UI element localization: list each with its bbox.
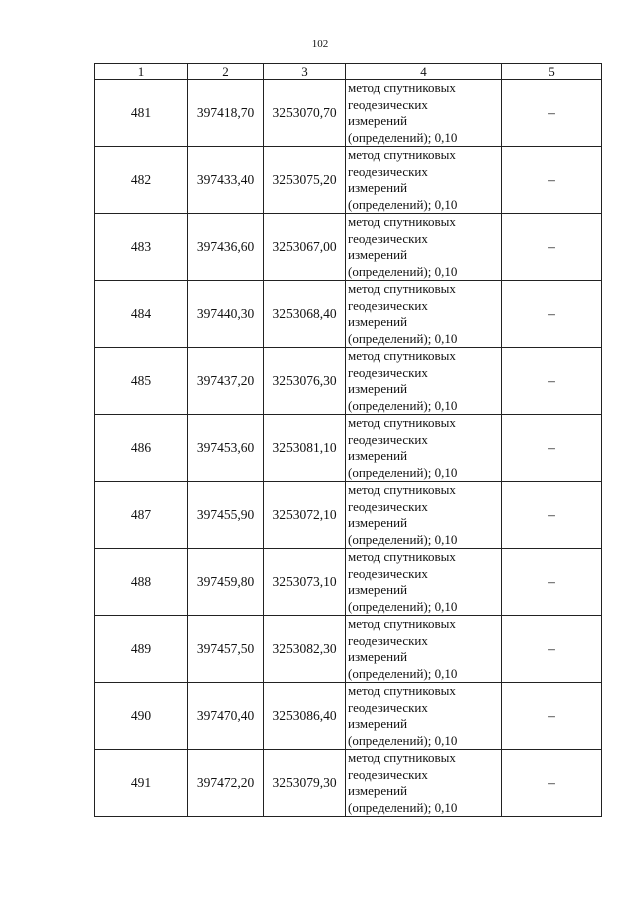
table-row	[95, 281, 602, 348]
method-line: (определений); 0,10	[348, 464, 458, 480]
point-number-cell: 490	[95, 683, 188, 750]
method-line: геодезических	[348, 431, 428, 447]
method-line: измерений	[348, 180, 408, 195]
column-header-2: 2	[188, 64, 264, 80]
method-line: метод спутниковых	[348, 750, 456, 765]
method-line: метод спутниковых	[348, 415, 456, 430]
method-line: метод спутниковых	[348, 214, 456, 229]
point-number-cell: 486	[95, 415, 188, 482]
note-cell: –	[502, 482, 602, 549]
method-line: геодезических	[348, 766, 428, 782]
point-number-cell: 487	[95, 482, 188, 549]
y-coordinate-cell: 3253073,10	[264, 549, 346, 616]
method-line: (определений); 0,10	[348, 397, 458, 413]
x-coordinate-cell: 397440,30	[188, 281, 264, 348]
coordinates-table	[94, 63, 602, 817]
method-cell	[346, 683, 502, 750]
method-line: измерений	[348, 582, 408, 597]
note-cell: –	[502, 750, 602, 817]
method-line: (определений); 0,10	[348, 129, 458, 145]
method-line: измерений	[348, 783, 408, 798]
method-line: метод спутниковых	[348, 348, 456, 363]
note-cell: –	[502, 683, 602, 750]
method-line: (определений); 0,10	[348, 665, 458, 681]
method-line: измерений	[348, 381, 408, 396]
method-line: измерений	[348, 247, 408, 262]
method-line: геодезических	[348, 565, 428, 581]
note-cell: –	[502, 147, 602, 214]
method-line: геодезических	[348, 699, 428, 715]
y-coordinate-cell: 3253070,70	[264, 80, 346, 147]
method-line: геодезических	[348, 163, 428, 179]
method-line: измерений	[348, 716, 408, 731]
table-row	[95, 482, 602, 549]
page-number: 102	[311, 38, 329, 50]
y-coordinate-cell: 3253079,30	[264, 750, 346, 817]
note-cell: –	[502, 549, 602, 616]
table-row	[95, 147, 602, 214]
method-line: (определений); 0,10	[348, 598, 458, 614]
method-line: (определений); 0,10	[348, 263, 458, 279]
column-header-1: 1	[95, 64, 188, 80]
x-coordinate-cell: 397418,70	[188, 80, 264, 147]
method-line: метод спутниковых	[348, 281, 456, 296]
table-row	[95, 415, 602, 482]
table-header-row	[95, 64, 602, 80]
point-number-cell: 484	[95, 281, 188, 348]
table-row	[95, 549, 602, 616]
table-row	[95, 683, 602, 750]
method-line: метод спутниковых	[348, 482, 456, 497]
table-body	[95, 80, 602, 817]
method-cell	[346, 281, 502, 348]
note-cell: –	[502, 616, 602, 683]
point-number-cell: 483	[95, 214, 188, 281]
method-cell	[346, 147, 502, 214]
point-number-cell: 491	[95, 750, 188, 817]
point-number-cell: 481	[95, 80, 188, 147]
x-coordinate-cell: 397436,60	[188, 214, 264, 281]
method-line: геодезических	[348, 632, 428, 648]
column-header-4: 4	[346, 64, 502, 80]
method-line: метод спутниковых	[348, 80, 456, 95]
method-line: геодезических	[348, 96, 428, 112]
x-coordinate-cell: 397433,40	[188, 147, 264, 214]
x-coordinate-cell: 397437,20	[188, 348, 264, 415]
method-cell	[346, 549, 502, 616]
method-cell	[346, 616, 502, 683]
note-cell: –	[502, 348, 602, 415]
column-header-3: 3	[264, 64, 346, 80]
method-line: измерений	[348, 448, 408, 463]
y-coordinate-cell: 3253086,40	[264, 683, 346, 750]
column-header-5: 5	[502, 64, 602, 80]
method-line: (определений); 0,10	[348, 330, 458, 346]
method-line: геодезических	[348, 498, 428, 514]
point-number-cell: 485	[95, 348, 188, 415]
y-coordinate-cell: 3253081,10	[264, 415, 346, 482]
method-line: метод спутниковых	[348, 616, 456, 631]
point-number-cell: 488	[95, 549, 188, 616]
x-coordinate-cell: 397457,50	[188, 616, 264, 683]
x-coordinate-cell: 397453,60	[188, 415, 264, 482]
x-coordinate-cell: 397470,40	[188, 683, 264, 750]
method-line: измерений	[348, 113, 408, 128]
table-row	[95, 348, 602, 415]
method-cell	[346, 348, 502, 415]
point-number-cell: 489	[95, 616, 188, 683]
method-line: геодезических	[348, 297, 428, 313]
y-coordinate-cell: 3253076,30	[264, 348, 346, 415]
y-coordinate-cell: 3253082,30	[264, 616, 346, 683]
x-coordinate-cell: 397455,90	[188, 482, 264, 549]
method-line: (определений); 0,10	[348, 531, 458, 547]
x-coordinate-cell: 397459,80	[188, 549, 264, 616]
method-cell	[346, 80, 502, 147]
method-line: измерений	[348, 649, 408, 664]
method-cell	[346, 214, 502, 281]
method-line: (определений); 0,10	[348, 799, 458, 815]
y-coordinate-cell: 3253075,20	[264, 147, 346, 214]
table-row	[95, 616, 602, 683]
point-number-cell: 482	[95, 147, 188, 214]
y-coordinate-cell: 3253067,00	[264, 214, 346, 281]
y-coordinate-cell: 3253068,40	[264, 281, 346, 348]
method-line: геодезических	[348, 364, 428, 380]
method-line: метод спутниковых	[348, 549, 456, 564]
note-cell: –	[502, 281, 602, 348]
method-line: (определений); 0,10	[348, 196, 458, 212]
table-row	[95, 214, 602, 281]
method-line: метод спутниковых	[348, 147, 456, 162]
method-cell	[346, 482, 502, 549]
method-line: метод спутниковых	[348, 683, 456, 698]
method-line: геодезических	[348, 230, 428, 246]
y-coordinate-cell: 3253072,10	[264, 482, 346, 549]
table-row	[95, 80, 602, 147]
note-cell: –	[502, 214, 602, 281]
x-coordinate-cell: 397472,20	[188, 750, 264, 817]
method-line: (определений); 0,10	[348, 732, 458, 748]
table-row	[95, 750, 602, 817]
note-cell: –	[502, 415, 602, 482]
method-line: измерений	[348, 314, 408, 329]
method-line: измерений	[348, 515, 408, 530]
note-cell: –	[502, 80, 602, 147]
method-cell	[346, 415, 502, 482]
method-cell	[346, 750, 502, 817]
